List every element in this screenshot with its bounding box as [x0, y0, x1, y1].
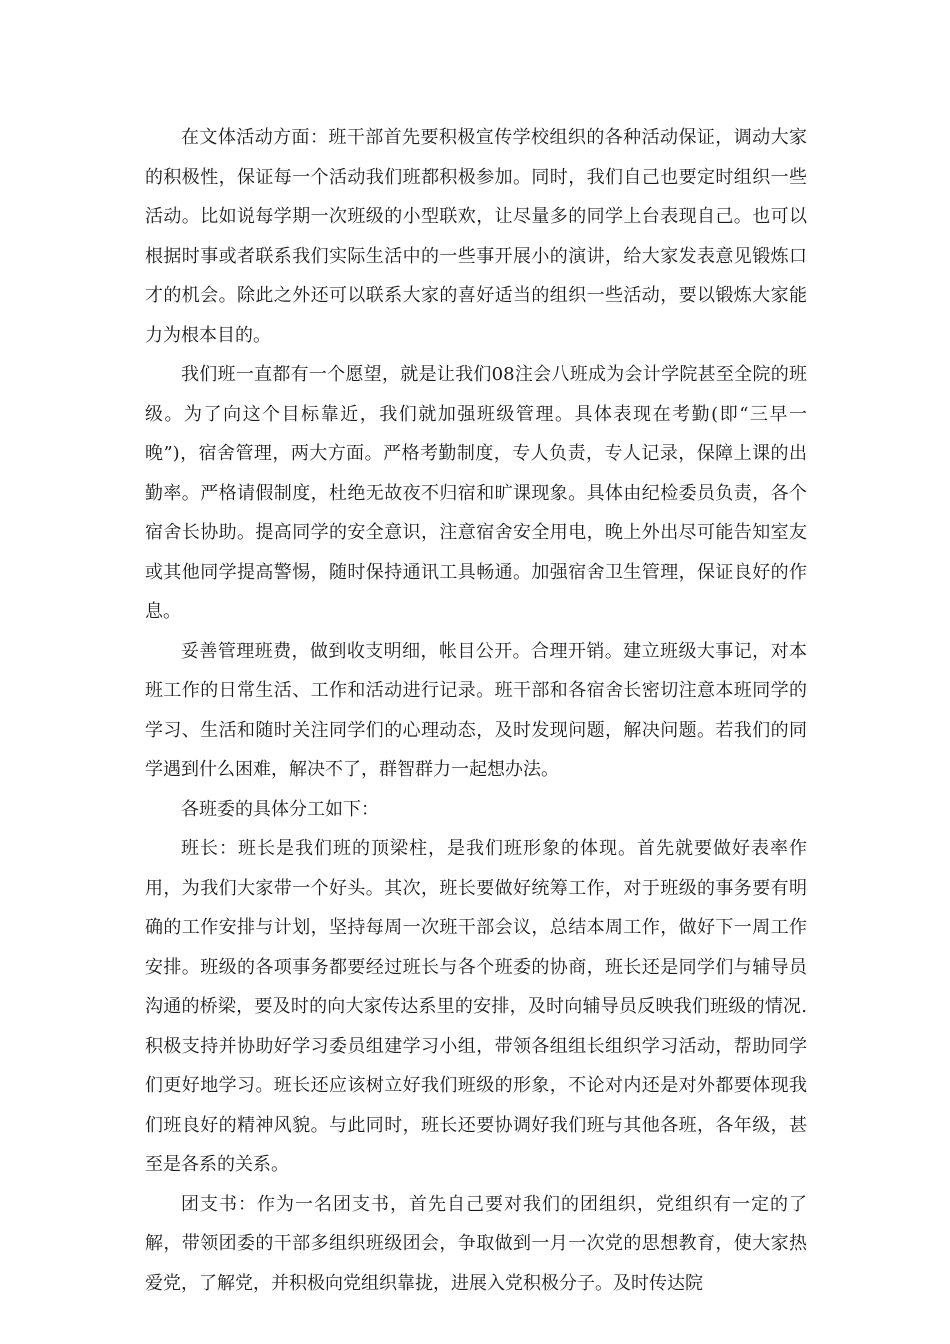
- paragraph-league-secretary-duties: 团支书：作为一名团支书，首先自己要对我们的团组织，党组织有一定的了解，带领团委的干部多组织班级团会，争取做到一月一次党的思想教育，使大家热爱党，了解党，并积极向党组织靠拢，进展入党积极分子。及时传达院: [145, 1193, 807, 1294]
- paragraph-culture-activities: 在文体活动方面：班干部首先要积极宣传学校组织的各种活动保证，调动大家的积极性，保证每一个活动我们班都积极参加。同时，我们自己也要定时组织一些活动。比如说每学期一次班级的小型联欢，让尽量多的同学上台表现自己。也可以根据时事或者联系我们实际生活中的一些事开展小的演讲，给大家发表意见锻炼口才的机会。除此之外还可以联系大家的喜好适当的组织一些活动，要以锻炼大家能力为根本目的。: [145, 127, 807, 346]
- paragraph-class-management: 我们班一直都有一个愿望，就是让我们08注会八班成为会计学院甚至全院的班级。为了向这个目标靠近，我们就加强班级管理。具体表现在考勤(即“三早一晚”)，宿舍管理，两大方面。严格考勤制度，专人负责，专人记录，保障上课的出勤率。严格请假制度，杜绝无故夜不归宿和旷课现象。具体由纪检委员负责，各个宿舍长协助。提高同学的安全意识，注意宿舍安全用电，晚上外出尽可能告知室友或其他同学提高警惕，随时保持通讯工具畅通。加强宿舍卫生管理，保证良好的作息。: [145, 364, 807, 622]
- paragraph-division-intro: 各班委的具体分工如下：: [181, 798, 379, 820]
- paragraph-class-funds: 妥善管理班费，做到收支明细，帐目公开。合理开销。建立班级大事记，对本班工作的日常生活、工作和活动进行记录。班干部和各宿舍长密切注意本班同学的学习、生活和随时关注同学们的心理动态，及时发现问题，解决问题。若我们的同学遇到什么困难，解决不了，群智群力一起想办法。: [145, 640, 807, 780]
- paragraph-monitor-duties: 班长：班长是我们班的顶梁柱，是我们班形象的体现。首先就要做好表率作用，为我们大家带一个好头。其次，班长要做好统筹工作，对于班级的事务要有明确的工作安排与计划，坚持每周一次班干部会议，总结本周工作，做好下一周工作安排。班级的各项事务都要经过班长与各个班委的协商，班长还是同学们与辅导员沟通的桥梁，要及时的向大家传达系里的安排，及时向辅导员反映我们班级的情况.积极支持并协助好学习委员组建学习小组，带领各组组长组织学习活动，帮助同学们更好地学习。班长还应该树立好我们班级的形象，不论对内还是对外都要体现我们班良好的精神风貌。与此同时，班长还要协调好我们班与其他各班，各年级，甚至是各系的关系。: [145, 838, 807, 1175]
- document-body: [145, 118, 807, 1303]
